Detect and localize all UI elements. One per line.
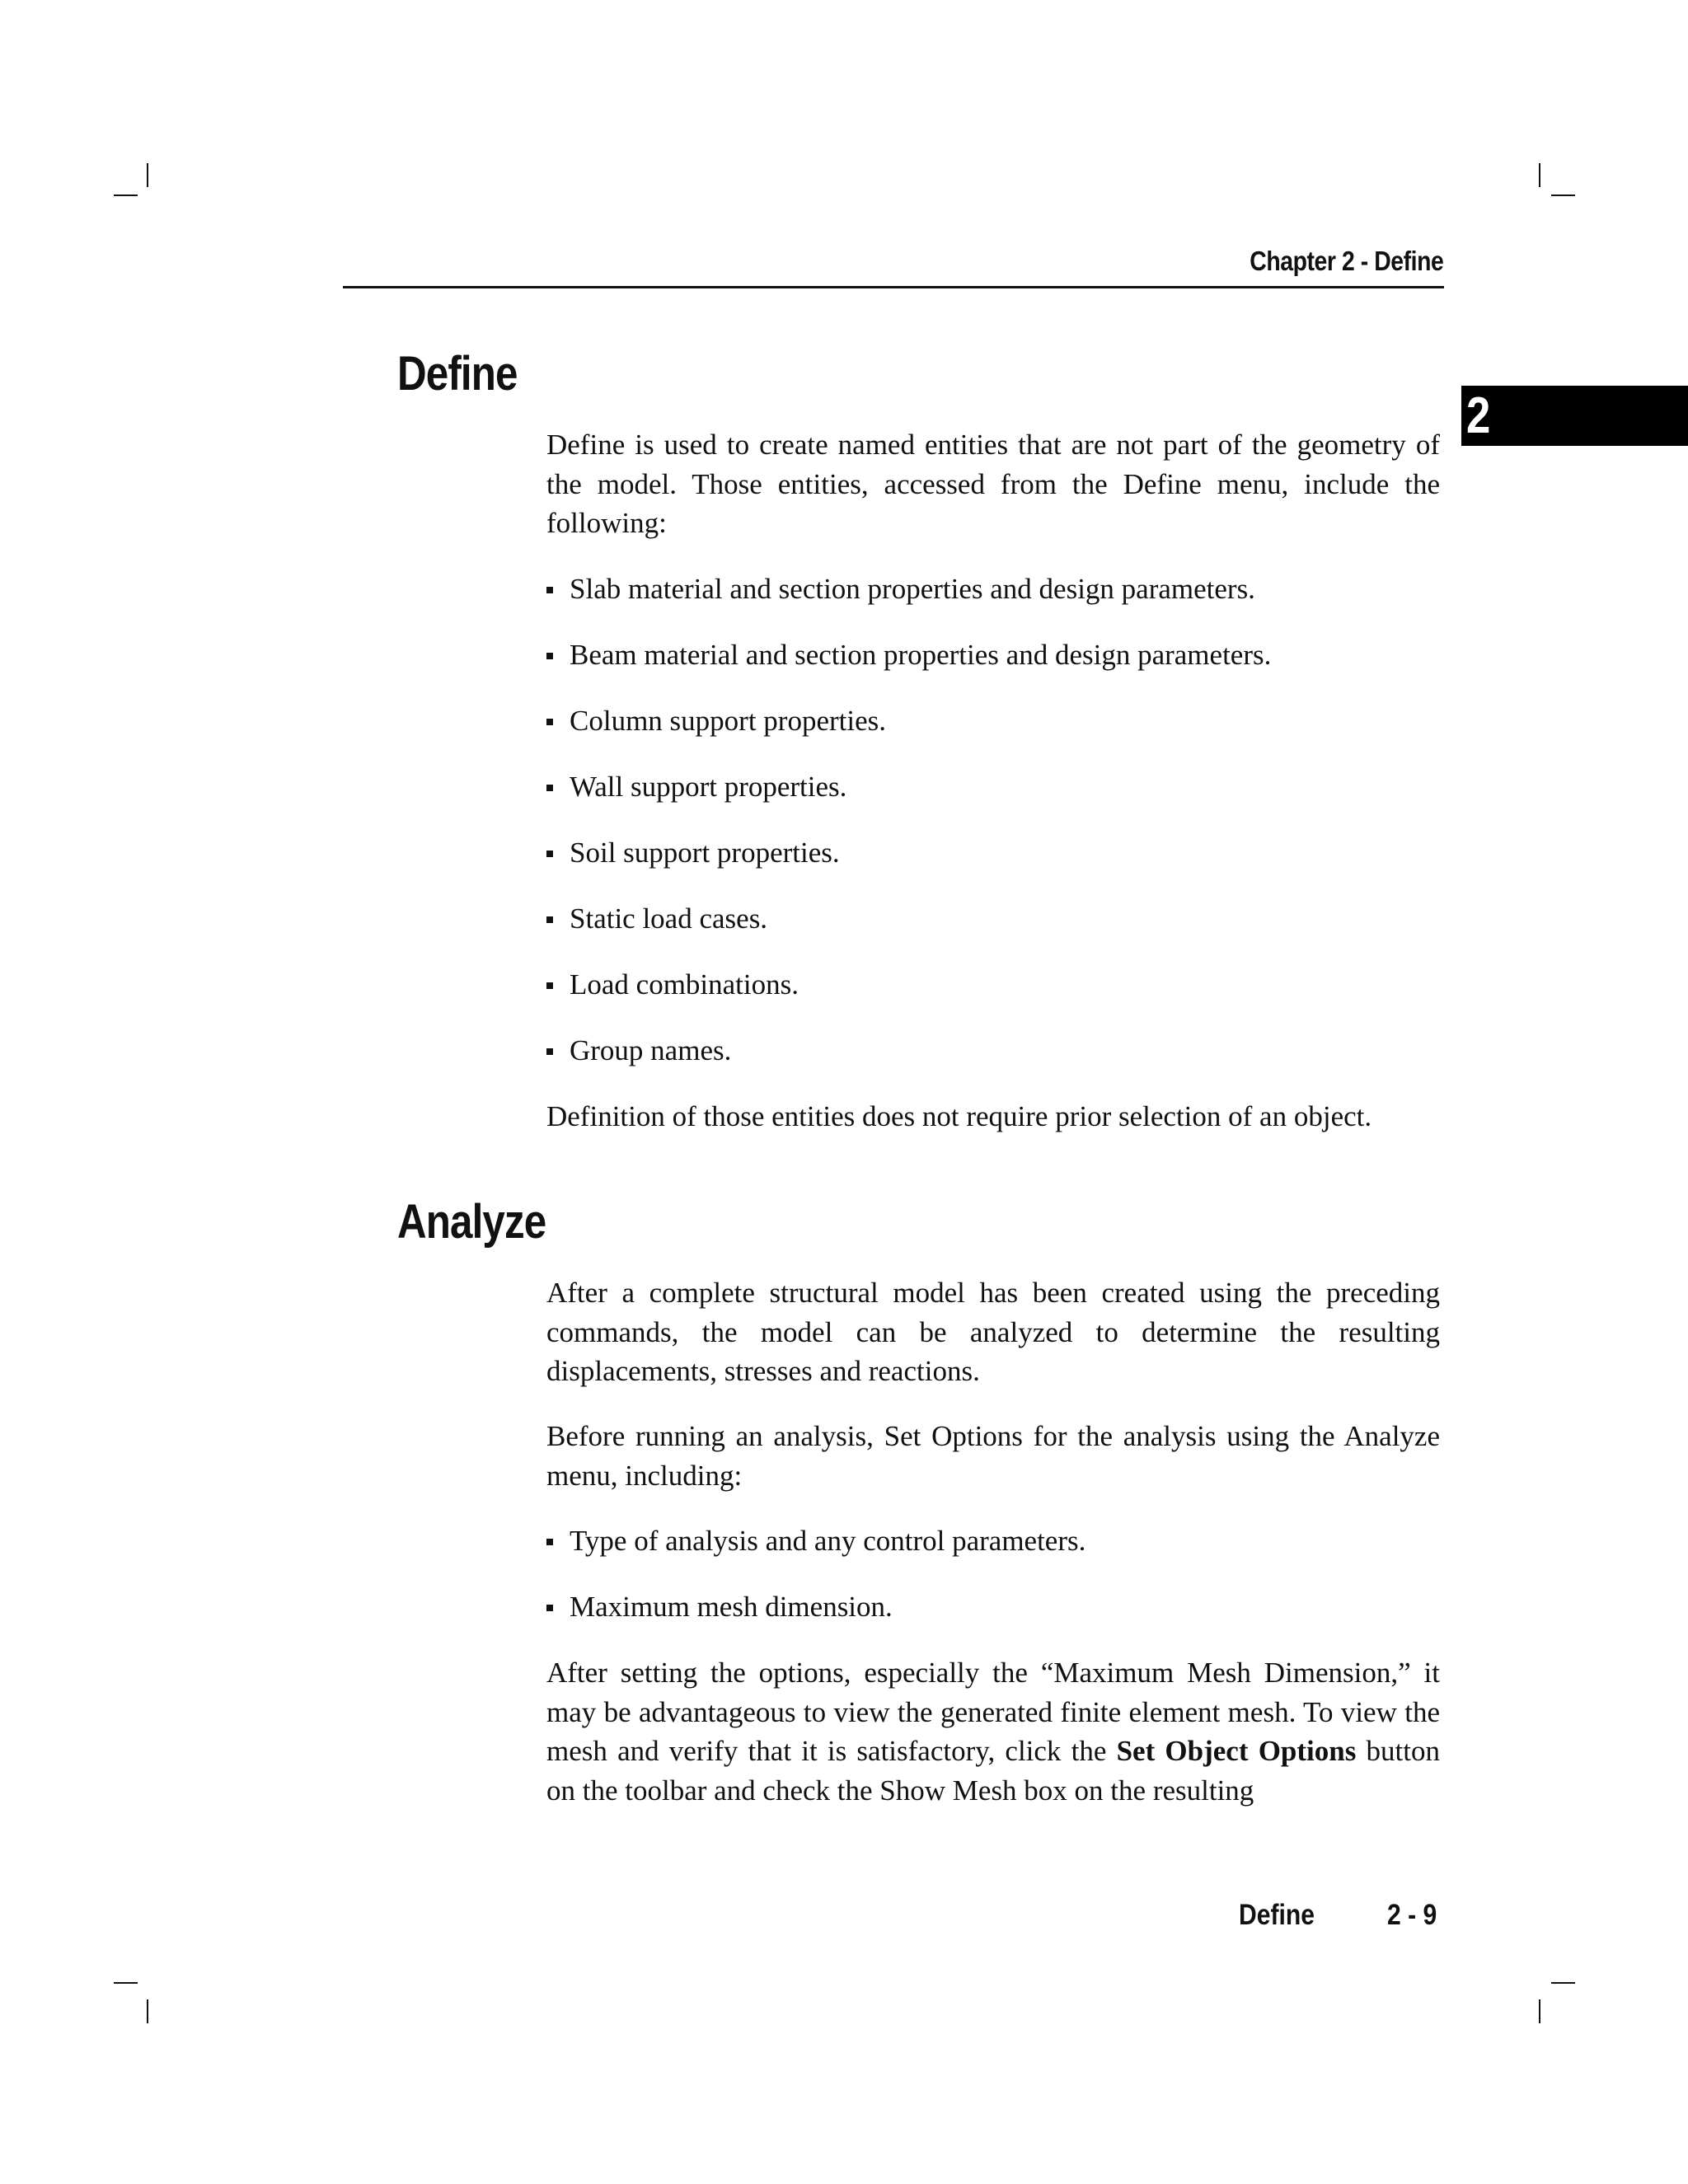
list-item-text: Maximum mesh dimension. [570,1591,893,1623]
list-item [546,1031,731,1070]
list-item-text: Group names. [570,1034,732,1066]
bullet-icon [546,851,553,857]
list-item-text: Column support properties. [570,705,886,737]
list-item-text: Type of analysis and any control parameters. [570,1525,1086,1557]
list-item-text: Soil support properties. [570,837,840,869]
bullet-icon [546,653,553,659]
bullet-icon [546,587,553,593]
chapter-tab-number: 2 [1466,387,1491,444]
section-heading-define: Define [397,347,518,401]
analyze-paragraph: Before running an analysis, Set Options for the analysis using the Analyze menu, including: [546,1420,1440,1492]
list-item-text: Beam material and section properties and design parameters. [570,639,1272,671]
list-item-text: Wall support properties. [570,771,847,803]
page-number: 2 - 9 [1387,1899,1437,1931]
running-head: Chapter 2 - Define [1249,246,1443,276]
list-item [546,701,886,740]
bullet-icon [546,982,553,989]
analyze-para-1 [546,1273,1440,1391]
list-item [546,569,1255,608]
crop-mark [147,1999,148,2023]
list-item [546,965,799,1004]
crop-mark [114,194,138,196]
paragraph-text: button on the toolbar and check the Show Mesh box on the resulting [546,1735,1440,1807]
chapter-tab [1461,386,1688,446]
list-item [546,1587,893,1626]
bullet-icon [546,916,553,923]
analyze-para-3 [546,1653,1440,1810]
crop-mark [147,163,148,187]
header-rule [343,286,1444,288]
crop-mark [1551,194,1575,196]
analyze-paragraph [546,1653,1440,1810]
analyze-para-2 [546,1417,1440,1495]
set-object-options-term: Set Object Options [1116,1735,1357,1767]
define-intro-paragraph: Define is used to create named entities that are not part of the geometry of the model. Those entities, accessed from the Define menu, include the following: [546,429,1440,539]
define-intro [546,425,1440,543]
crop-mark [1551,1982,1575,1984]
list-item-text: Load combinations. [570,968,799,1001]
define-closing-paragraph: Definition of those entities does not require prior selection of an object. [546,1100,1372,1132]
crop-mark [1539,163,1540,187]
list-item [546,635,1271,674]
list-item [546,767,846,806]
paragraph-text: After setting the options, especially the “Maximum Mesh Dimension,” it may be advantageous to view the generated finite element mesh. To view the mesh and verify that it is satisfactory, click the [546,1657,1440,1767]
bullet-icon [546,1539,553,1545]
list-item-text: Slab material and section properties and design parameters. [570,573,1255,605]
bullet-icon [546,1048,553,1055]
crop-mark [1539,1999,1540,2023]
bullet-icon [546,785,553,791]
crop-mark [114,1982,138,1984]
define-closing [546,1097,1440,1137]
bullet-icon [546,1605,553,1611]
list-item [546,899,767,938]
footer-section-label: Define [1239,1899,1315,1931]
list-item-text: Static load cases. [570,902,768,935]
list-item [546,833,840,872]
list-item [546,1521,1085,1560]
bullet-icon [546,719,553,725]
section-heading-analyze: Analyze [397,1195,546,1249]
analyze-paragraph: After a complete structural model has been created using the preceding commands, the model can be analyzed to determine the resulting displacements, stresses and reactions. [546,1277,1440,1387]
